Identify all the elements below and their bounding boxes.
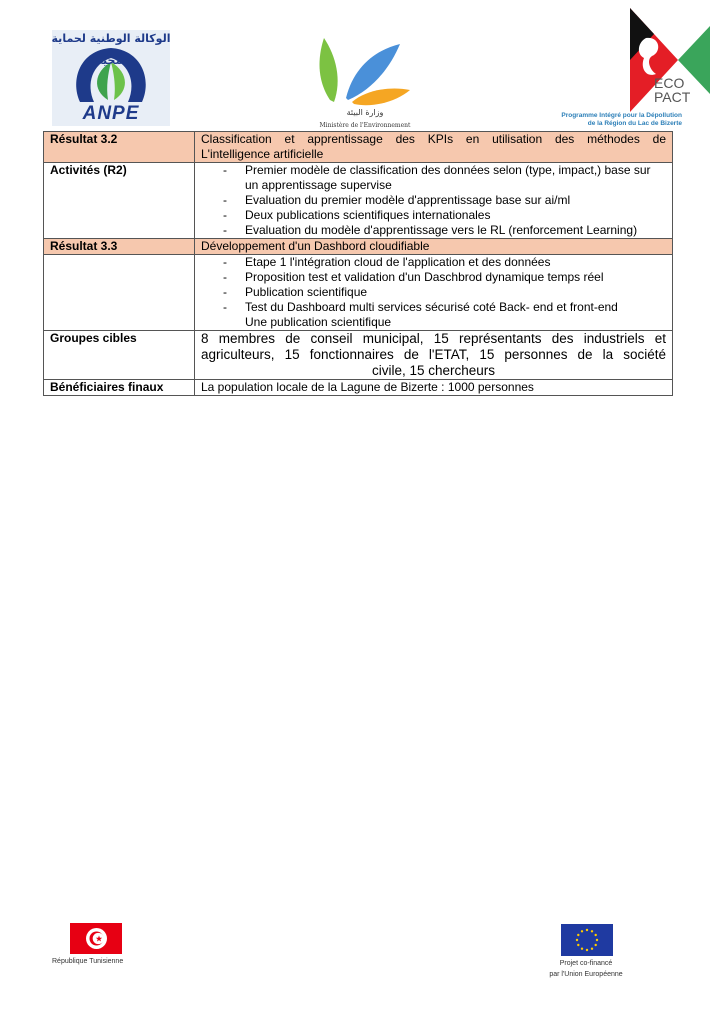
table-row xyxy=(44,380,673,396)
ministry-leaves-icon xyxy=(310,36,420,108)
ministry-arabic-name: وزارة البيئة xyxy=(346,108,384,117)
table-row xyxy=(44,163,673,239)
list-item: - Etape 1 l'intégration cloud de l'application et des données xyxy=(221,255,666,270)
groupes-line-3: civile, 15 chercheurs xyxy=(371,363,496,378)
program-line-1: Programme Intégré pour la Dépollution xyxy=(561,112,682,119)
groupes-line-2: agriculteurs, 15 fonctionnaires de l'ETAT, 15 personnes de la société xyxy=(201,347,666,362)
table-row xyxy=(44,255,673,331)
program-caption xyxy=(550,112,682,128)
groupes-cibles-label: Groupes cibles xyxy=(44,331,195,380)
program-line-2: de la Région du Lac de Bizerte xyxy=(587,120,682,127)
activites-label: Activités (R2) xyxy=(44,163,195,239)
activites-list xyxy=(201,163,666,238)
ministry-logo xyxy=(310,36,420,132)
result-3-3-label: Résultat 3.3 xyxy=(44,239,195,255)
result-3-2-description xyxy=(195,132,673,163)
list-item: - Proposition test et validation d'un Daschbrod dynamique temps réel xyxy=(221,270,666,285)
list-item: - Evaluation du premier modèle d'apprentissage base sur ai/ml xyxy=(221,193,666,208)
beneficiaires-text: La population locale de la Lagune de Bizerte : 1000 personnes xyxy=(195,380,673,396)
ecopact-text-pact: PACT xyxy=(654,89,691,105)
table-row xyxy=(44,132,673,163)
ecopact-wordmark xyxy=(654,76,690,104)
eu-caption-line-1: Projet co-financé xyxy=(559,960,613,967)
anpe-logo xyxy=(50,28,172,128)
eu-caption-line-2: par l'Union Européenne xyxy=(549,971,623,978)
eu-flag-icon xyxy=(561,924,613,956)
list-item: - Deux publications scientifiques internationales xyxy=(221,208,666,223)
ministry-french-name: Ministère de l'Environnement xyxy=(319,122,411,129)
beneficiaires-label: Bénéficiaires finaux xyxy=(44,380,195,396)
result-3-3-steps-list xyxy=(201,255,666,315)
tunisia-flag-icon xyxy=(70,923,122,954)
list-item: - Publication scientifique xyxy=(221,285,666,300)
eu-stars-icon xyxy=(561,924,613,956)
result-3-3-publication: Une publication scientifique xyxy=(245,315,392,329)
anpe-arabic-name: الوكالة الوطنية لحماية المحيط xyxy=(51,32,171,67)
list-item: - Evaluation du modèle d'apprentissage vers le RL (renforcement Learning) xyxy=(221,223,666,238)
ecopact-logo xyxy=(550,8,710,132)
result-3-2-line-2: L'intelligence artificielle xyxy=(201,147,324,161)
list-item: - Test du Dashboard multi services sécurisé coté Back- end et front-end xyxy=(221,300,666,315)
ecopact-text-eco: ECO xyxy=(654,75,685,91)
list-item: - Premier modèle de classification des données selon (type, impact,) base sur un apprentissage supervise xyxy=(221,163,666,193)
activites-cell xyxy=(195,163,673,239)
crescent-star-icon xyxy=(86,928,107,949)
result-3-3-steps-cell xyxy=(195,255,673,331)
crescent-icon xyxy=(86,928,107,949)
result-3-2-line-1: Classification et apprentissage des KPIs en utilisation des méthodes de xyxy=(201,132,666,146)
empty-cell xyxy=(44,255,195,331)
result-3-3-description: Développement d'un Dashbord cloudifiable xyxy=(195,239,673,255)
table-row xyxy=(44,239,673,255)
tunisia-caption: République Tunisienne xyxy=(52,958,124,965)
anpe-logo-text: ANPE xyxy=(82,103,140,124)
groupes-cibles-text xyxy=(195,331,673,380)
table-row xyxy=(44,331,673,380)
groupes-line-1: 8 membres de conseil municipal, 15 représentants des industriels et xyxy=(201,331,666,346)
result-3-2-label: Résultat 3.2 xyxy=(44,132,195,163)
results-table xyxy=(43,131,673,396)
